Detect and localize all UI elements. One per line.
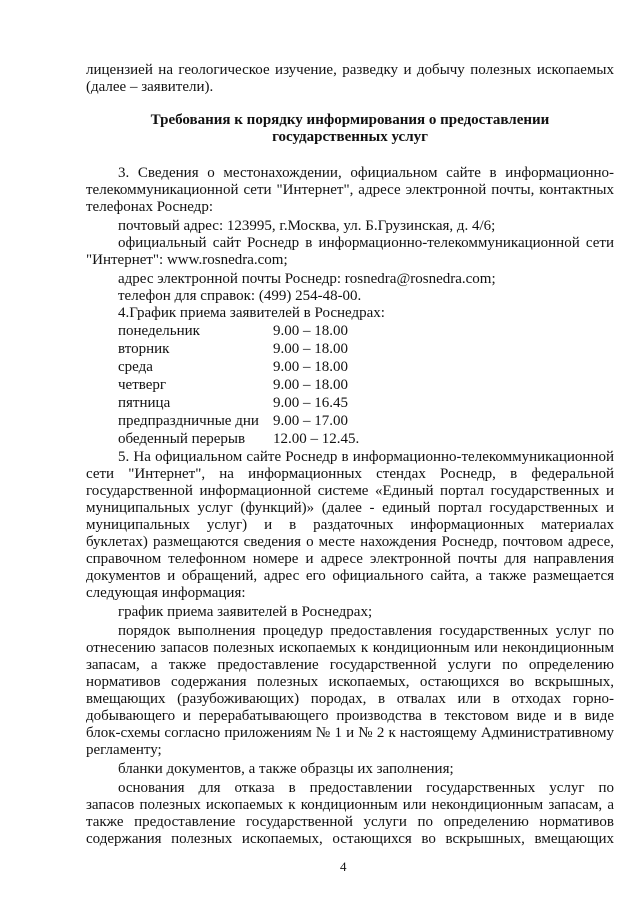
- schedule-time: 9.00 – 18.00: [273, 323, 348, 339]
- procedure-line-8: регламенту;: [86, 742, 162, 758]
- refusal-line-2: запасов полезных ископаемых к кондиционным или некондиционным запасам, а: [86, 797, 614, 813]
- procedure-line-6: добывающего и перерабатывающего производства в текстовом виде и в виде: [86, 708, 614, 724]
- procedure-line-5: вмещающих (разубоживающих) породах, в отвалах или в отходах горно-: [86, 691, 614, 707]
- phone-line: телефон для справок: (499) 254-48-00.: [118, 288, 362, 304]
- p5-line-8: документов и обращений, адрес его официального сайта, а также размещается: [86, 568, 614, 584]
- procedure-line-3: запасам, а также предоставление государственной услуги по определению: [86, 657, 614, 673]
- section-title-line-2: государственных услуг: [272, 129, 428, 145]
- website-line-1: официальный сайт Роснедр в информационно-телекоммуникационной сети: [118, 235, 614, 251]
- procedure-line-7: блок-схемы согласно приложениям № 1 и № 2 к настоящему Административному: [86, 725, 614, 741]
- p3-line-2: телекоммуникационной сети "Интернет", адресе электронной почты, контактных: [86, 182, 614, 198]
- p5-line-3: государственной информационной системе «Единый портал государственных и: [86, 483, 614, 499]
- schedule-day: четверг: [118, 377, 167, 393]
- p5-line-9: следующая информация:: [86, 585, 246, 601]
- intro-line-1: лицензией на геологическое изучение, разведку и добычу полезных ископаемых: [86, 62, 614, 78]
- postal-address: почтовый адрес: 123995, г.Москва, ул. Б.Грузинская, д. 4/6;: [118, 218, 496, 234]
- p3-line-3: телефонах Роснедр:: [86, 199, 213, 215]
- page-number: 4: [340, 859, 347, 874]
- refusal-line-1: основания для отказа в предоставлении государственных услуг по: [118, 780, 614, 796]
- p5-line-1: 5. На официальном сайте Роснедр в информационно-телекоммуникационной: [118, 449, 614, 465]
- section-title-line-1: Требования к порядку информирования о предоставлении: [150, 112, 550, 128]
- p5-line-5: муниципальных услуг) и в раздаточных информационных материалах: [86, 517, 614, 533]
- schedule-day: понедельник: [118, 323, 200, 339]
- email-line: адрес электронной почты Роснедр: rosnedra@rosnedra.com;: [118, 271, 496, 287]
- schedule-time: 9.00 – 18.00: [273, 359, 348, 375]
- schedule-day: среда: [118, 359, 153, 375]
- procedure-line-4: нормативов содержания полезных ископаемых, остающихся во вскрышных,: [86, 674, 614, 690]
- forms-item: бланки документов, а также образцы их заполнения;: [118, 761, 454, 777]
- p5-line-2: сети "Интернет", на информационных стендах Роснедр, в федеральной: [86, 466, 614, 482]
- schedule-time: 9.00 – 17.00: [273, 413, 348, 429]
- procedure-line-2: отнесению запасов полезных ископаемых к кондиционным или некондиционным: [86, 640, 614, 656]
- schedule-title: 4.График приема заявителей в Роснедрах:: [118, 305, 385, 321]
- schedule-time: 9.00 – 16.45: [273, 395, 348, 411]
- schedule-day: предпраздничные дни: [118, 413, 259, 429]
- procedure-line-1: порядок выполнения процедур предоставления государственных услуг по: [118, 623, 614, 639]
- schedule-time: 12.00 – 12.45.: [273, 431, 360, 447]
- p5-line-4: муниципальных услуг (функций)» (далее - единый портал государственных и: [86, 500, 614, 516]
- refusal-line-3: также предоставление государственной услуги по определению нормативов: [86, 814, 614, 830]
- p5-line-6: буклетах) размещаются сведения о месте нахождения Роснедр, почтовом адресе,: [86, 534, 614, 550]
- refusal-line-4: содержания полезных ископаемых, остающихся во вскрышных, вмещающих: [86, 831, 614, 847]
- website-line-2: "Интернет": www.rosnedra.com;: [86, 252, 288, 268]
- schedule-day: вторник: [118, 341, 170, 357]
- p5-line-7: справочном телефонном номере и адресе электронной почты для направления: [86, 551, 614, 567]
- p3-line-1: 3. Сведения о местонахождении, официальном сайте в информационно-: [118, 165, 614, 181]
- schedule-time: 9.00 – 18.00: [273, 377, 348, 393]
- schedule-day: пятница: [118, 395, 171, 411]
- schedule-day: обеденный перерыв: [118, 431, 246, 447]
- schedule-item: график приема заявителей в Роснедрах;: [118, 604, 373, 620]
- schedule-time: 9.00 – 18.00: [273, 341, 348, 357]
- intro-line-2: (далее – заявители).: [86, 79, 214, 95]
